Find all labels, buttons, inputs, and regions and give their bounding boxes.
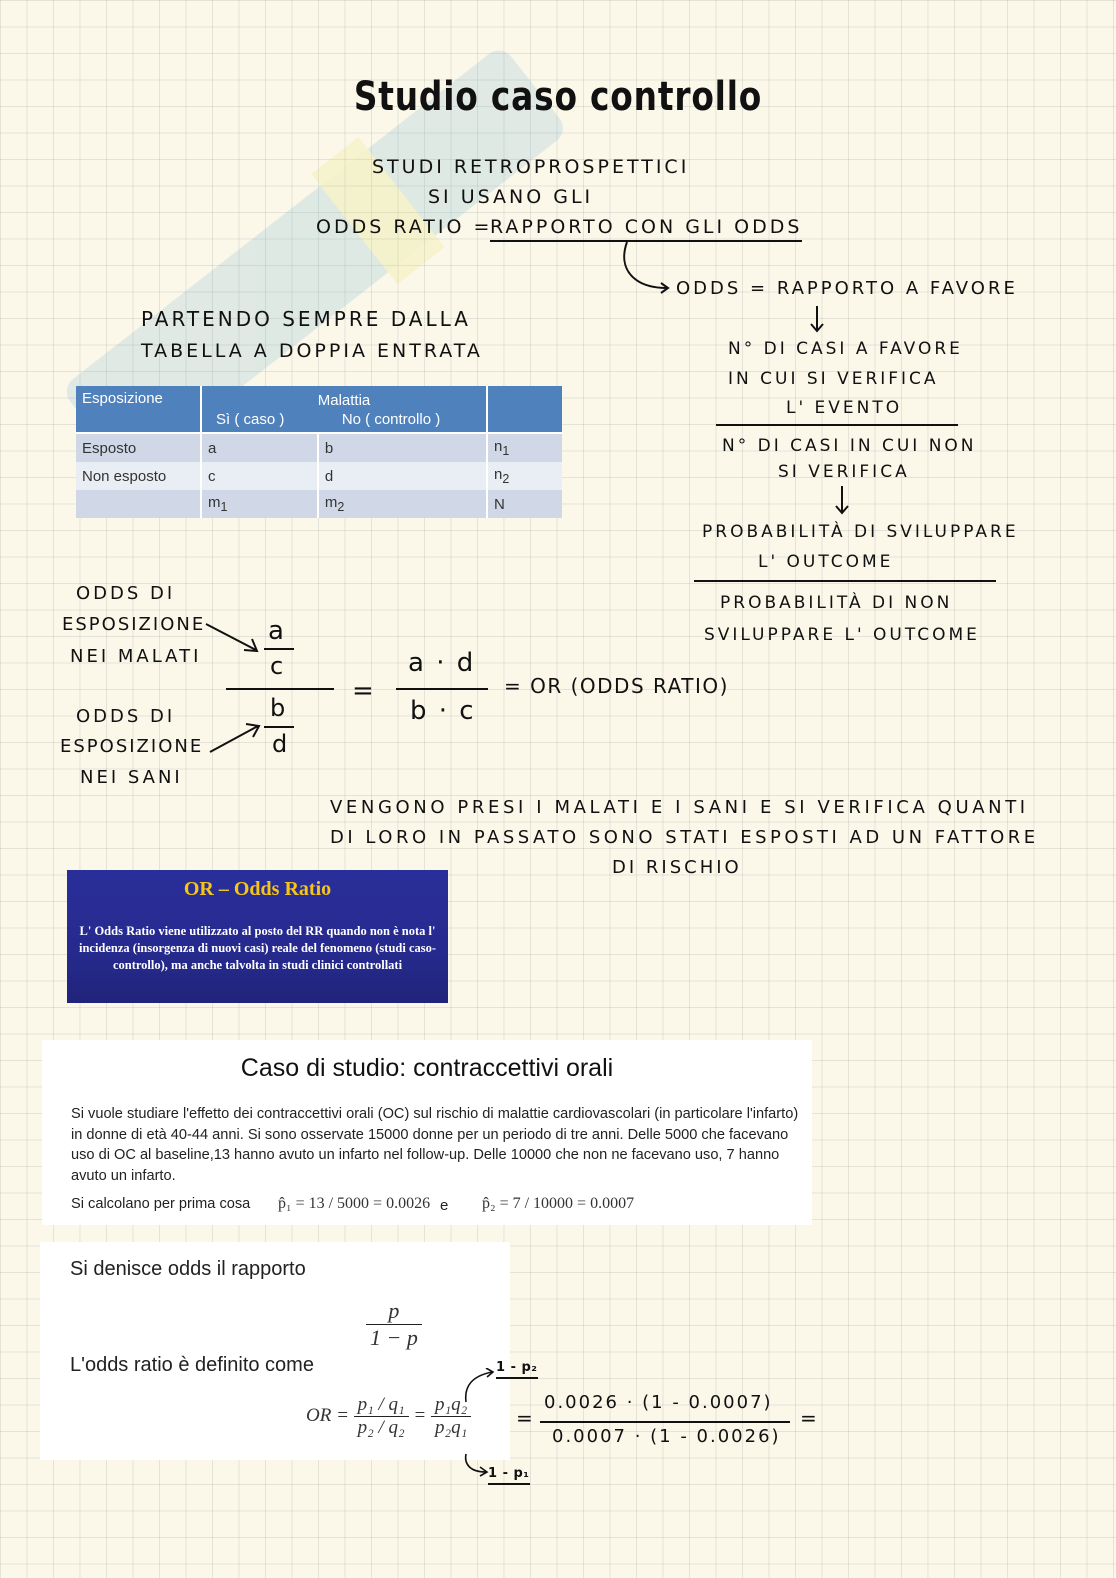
prob-num-line-2: L' OUTCOME xyxy=(758,552,894,572)
total-m1: m xyxy=(208,494,221,511)
odds-ratio-definition: RAPPORTO CON GLI ODDS xyxy=(490,216,802,242)
table-row xyxy=(76,433,562,462)
total-n: N xyxy=(487,490,562,518)
case-study-body: Si vuole studiare l'effetto dei contraccettivi orali (OC) sul rischio di malattie cardiovascolari (in particolare l'infarto) in donne di età 40-44 anni. Si sono osservate 15000 donne per un periodo di tre anni. Delle 5000 che facevano uso di OC al baseline,13 hanno avuto un infarto nel follow-up. Delle 10000 che non ne facevano uso, 7 hanno avuto un infarto. xyxy=(71,1106,799,1184)
odds-num-line-2: IN CUI SI VERIFICA xyxy=(728,369,939,389)
slide-title: OR – Odds Ratio xyxy=(183,878,332,900)
fraction-line xyxy=(396,688,488,690)
odds-one-minus-p: 1 − p xyxy=(370,1325,418,1350)
prob-den-line-1: PROBABILITÀ DI NON xyxy=(720,593,953,613)
cell-a: a xyxy=(201,433,318,462)
odds-formula xyxy=(366,1298,422,1351)
or-formula xyxy=(306,1394,471,1439)
note-line-3: DI RISCHIO xyxy=(612,857,742,878)
total-m2: m xyxy=(324,494,338,511)
cell-b: b xyxy=(318,433,487,462)
prob-den-line-2: SVILUPPARE L' OUTCOME xyxy=(704,625,980,645)
or-slide xyxy=(67,870,448,1003)
header-yes-case: Sì ( caso ) xyxy=(201,411,318,433)
cell-d: d xyxy=(318,462,487,490)
case-study-box xyxy=(42,1040,812,1225)
case-study-title: Caso di studio: contraccettivi orali xyxy=(240,1054,614,1082)
calc-num: 0.0026 · (1 - 0.0007) xyxy=(544,1392,773,1413)
intro-line-1: STUDI RETROPROSPETTICI xyxy=(372,156,690,178)
fraction-line xyxy=(264,648,294,650)
down-arrow-icon xyxy=(832,484,852,516)
table-row xyxy=(76,462,562,490)
row-label: Non esposto xyxy=(76,462,201,490)
odds-num-line-1: N° DI CASI A FAVORE xyxy=(728,339,963,359)
or-lhs: OR = xyxy=(306,1404,349,1426)
calc-label: Si calcolano per prima cosa xyxy=(71,1196,251,1212)
slide-body: L' Odds Ratio viene utilizzato al posto del RR quando non è nota l' incidenza (insorgenza di nuovi casi) reale del fenomeno (studi caso-controllo), ma anche talvolta in studi clinici controllati xyxy=(78,924,437,972)
total-m1-sub: 1 xyxy=(220,500,228,514)
odds-den-line-1: N° DI CASI IN CUI NON xyxy=(722,436,977,456)
note-line-2: DI LORO IN PASSATO SONO STATI ESPOSTI AD UN FATTORE xyxy=(330,827,1039,848)
cell-n-sub: 1 xyxy=(502,444,510,458)
odds-sick-line-1: ODDS DI xyxy=(76,583,176,604)
fraction-line xyxy=(716,424,958,426)
or-frac2-num: p₁q₂ xyxy=(431,1394,471,1417)
annotation-bottom: 1 - p₁ xyxy=(488,1466,530,1485)
formula-b: b xyxy=(270,694,286,722)
p1-estimate: p̂₁ = 13 / 5000 = 0.0026 xyxy=(278,1195,431,1212)
odds-healthy-line-2: ESPOSIZIONE xyxy=(60,736,204,757)
and-label: e xyxy=(440,1197,449,1214)
cell-n: n xyxy=(494,438,503,455)
or-def-label: L'odds ratio è definito come xyxy=(70,1354,314,1376)
header-no-control: No ( controllo ) xyxy=(318,411,487,433)
odds-label: ODDS = RAPPORTO A FAVORE xyxy=(676,278,1018,299)
formula-equals: = xyxy=(352,676,377,706)
or-frac1-num: p₁ / q₁ xyxy=(354,1394,409,1417)
odds-healthy-line-3: NEI SANI xyxy=(80,767,183,788)
odds-sick-line-3: NEI MALATI xyxy=(70,646,202,667)
curved-arrow-icon xyxy=(458,1368,498,1404)
curved-arrow-icon xyxy=(615,240,675,300)
formula-result: = OR (ODDS RATIO) xyxy=(504,674,729,698)
annotation-top: 1 - p₂ xyxy=(496,1360,538,1379)
contingency-table xyxy=(76,386,562,518)
odds-def-label: Si denisce odds il rapporto xyxy=(70,1258,306,1280)
formula-den: b · c xyxy=(410,696,476,726)
formula-d: d xyxy=(272,730,288,758)
note-line-1: VENGONO PRESI I MALATI E I SANI E SI VERIFICA QUANTI xyxy=(330,797,1029,818)
calc-equals: = xyxy=(516,1406,536,1430)
page-title: Studio caso controllo xyxy=(353,74,763,120)
formula-num: a · d xyxy=(408,648,476,678)
calc-trailing-equals: = xyxy=(800,1406,820,1430)
header-disease: Malattia xyxy=(201,386,487,411)
odds-p: p xyxy=(366,1298,422,1325)
odds-den-line-2: SI VERIFICA xyxy=(778,462,910,482)
row-label: Esposto xyxy=(76,433,201,462)
formula-c: c xyxy=(270,652,284,680)
or-frac2-den: p₂q₁ xyxy=(434,1417,468,1438)
odds-num-line-3: L' EVENTO xyxy=(786,398,903,418)
or-equals: = xyxy=(413,1404,427,1426)
arrow-icon xyxy=(208,720,268,756)
arrow-icon xyxy=(204,618,264,658)
down-arrow-icon xyxy=(807,304,827,334)
p2-estimate: p̂₂ = 7 / 10000 = 0.0007 xyxy=(482,1195,635,1212)
cell-n-sub: 2 xyxy=(502,472,510,486)
odds-healthy-line-1: ODDS DI xyxy=(76,706,176,727)
odds-sick-line-2: ESPOSIZIONE xyxy=(62,614,206,635)
total-m2-sub: 2 xyxy=(337,500,345,514)
cell-c: c xyxy=(201,462,318,490)
odds-ratio-box xyxy=(40,1242,510,1460)
cell-n: n xyxy=(494,466,503,483)
prob-num-line-1: PROBABILITÀ DI SVILUPPARE xyxy=(702,522,1019,542)
intro-line-2: SI USANO GLI xyxy=(428,186,594,208)
fraction-line xyxy=(694,580,996,582)
table-row xyxy=(76,490,562,518)
fraction-line xyxy=(540,1421,790,1423)
odds-ratio-label: ODDS RATIO = xyxy=(316,216,493,238)
calc-den: 0.0007 · (1 - 0.0026) xyxy=(552,1426,781,1447)
or-frac1-den: p₂ / q₂ xyxy=(357,1417,405,1438)
header-exposure: Esposizione xyxy=(76,386,201,411)
table-intro-line-1: PARTENDO SEMPRE DALLA xyxy=(141,307,471,331)
formula-a: a xyxy=(268,616,284,646)
table-intro-line-2: TABELLA A DOPPIA ENTRATA xyxy=(141,340,483,362)
main-fraction-line xyxy=(226,688,334,690)
fraction-line xyxy=(264,726,294,728)
